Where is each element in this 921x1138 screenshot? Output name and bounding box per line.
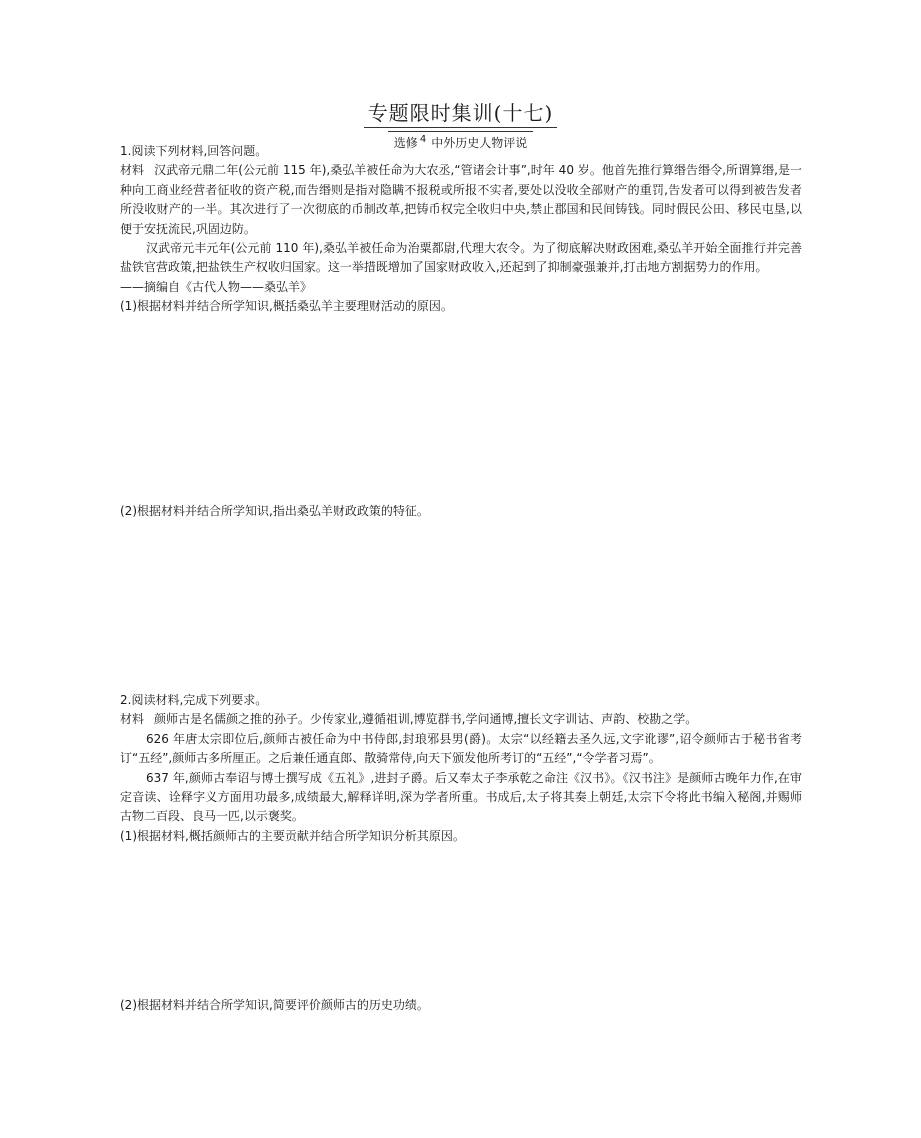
question-2-material-paragraph-1: 材料 颜师古是名儒颜之推的孙子。少传家业,遵循祖训,博览群书,学问通博,擅长文字训诂、声韵、校勘之学。 <box>120 712 698 727</box>
question-1-stem: 1.阅读下列材料,回答问题。 <box>120 144 268 158</box>
question-1 <box>120 142 802 317</box>
material-label: 材料 <box>120 163 145 178</box>
question-2-material-paragraph-2: 626 年唐太宗即位后,颜师古被任命为中书侍郎,封琅邪县男(爵)。太宗“以经籍去圣久远,文字讹谬”,诏令颜师古于秘书省考订“五经”,颜师古多所厘正。之后兼任通直郎、散骑常侍,向天下颁发他所考订的“五经”,“令学者习焉”。 <box>120 731 802 766</box>
material-source: ——摘编自《古代人物——桑弘羊》 <box>120 279 313 294</box>
question-1-material-paragraph-1: 材料 汉武帝元鼎二年(公元前 115 年),桑弘羊被任命为大农丞,“管诸会计事”,时年 40 岁。他首先推行算缗告缗令,所谓算缗,是一种向工商业经营者征收的资产税,而告缗则是指对隐瞒不报税或所报不实者,要处以没收全部财产的重罚,告发者可以得到被告发者所没收财产的一半。其次进行了一次彻底的币制改革,把铸币权完全收归中央,禁止郡国和民间铸钱。同时假民公田、移民屯垦,以便于安抚流民,巩固边防。 <box>120 163 802 236</box>
page-title: 专题限时集训(十七) <box>364 97 558 128</box>
question-2-subquestion-2: (2)根据材料并结合所学知识,简要评价颜师古的历史功绩。 <box>120 998 429 1012</box>
question-2 <box>120 691 802 846</box>
material-label: 材料 <box>120 712 145 727</box>
question-1-subquestion-2: (2)根据材料并结合所学知识,指出桑弘羊财政政策的特征。 <box>120 504 429 518</box>
question-1-subquestion-1: (1)根据材料并结合所学知识,概括桑弘羊主要理财活动的原因。 <box>120 299 453 314</box>
question-2-material-paragraph-3: 637 年,颜师古奉诏与博士撰写成《五礼》,进封子爵。后又奉太子李承乾之命注《汉书》。《汉书注》是颜师古晚年力作,在审定音读、诠释字义方面用功最多,成绩最大,解释详明,深为学者所重。书成后,太子将其奏上朝廷,太宗下令将此书编入秘阁,并赐师古物二百段、良马一匹,以示褒奖。 <box>120 770 802 824</box>
subtitle-text: 中外历史人物评说 <box>431 136 528 150</box>
question-2-stem: 2.阅读材料,完成下列要求。 <box>120 693 268 707</box>
subtitle-number: 4 <box>419 134 427 145</box>
question-1-material-paragraph-2: 汉武帝元丰元年(公元前 110 年),桑弘羊被任命为治粟都尉,代理大农令。为了彻底解决财政困难,桑弘羊开始全面推行并完善盐铁官营政策,把盐铁生产权收归国家。这一举措既增加了国家财政收入,还起到了抑制豪强兼并,打击地方割据势力的作用。 <box>120 241 802 275</box>
subtitle-prefix: 选修 <box>393 136 418 150</box>
question-2-subquestion-1: (1)根据材料,概括颜师古的主要贡献并结合所学知识分析其原因。 <box>120 828 465 843</box>
